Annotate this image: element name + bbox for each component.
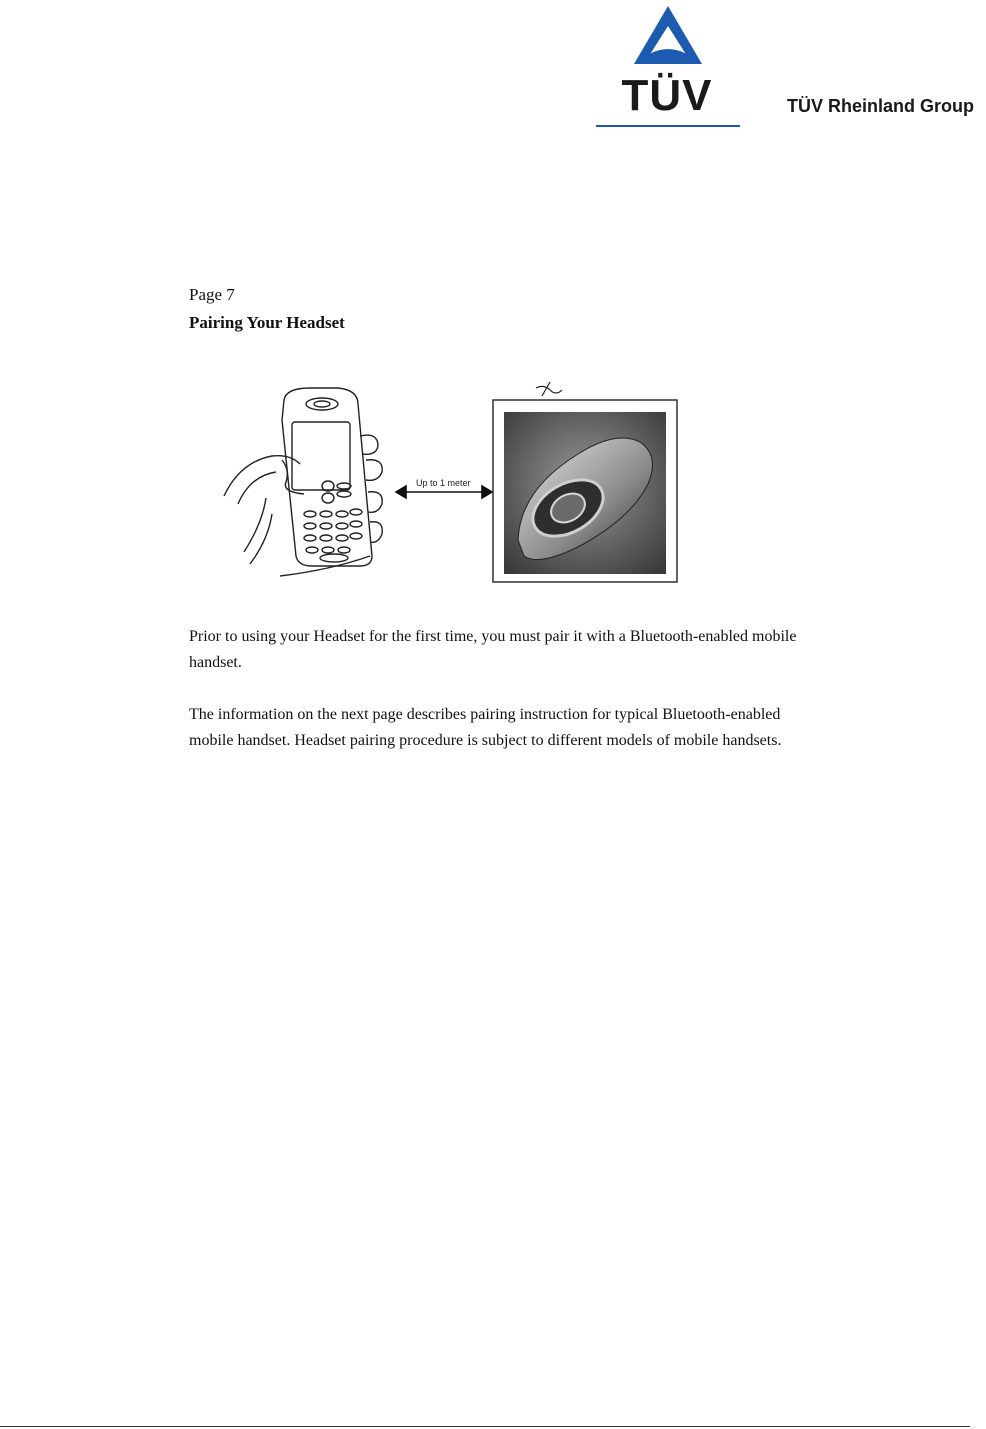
paragraph-instructions: The information on the next page describes pairing instruction for typical Bluetooth-enabled mobile handset. Headset pairing procedure is subject to different models of mobile handsets.	[189, 706, 782, 749]
distance-label: Up to 1 meter	[416, 478, 471, 488]
mobile-phone-in-hand-icon	[224, 388, 382, 576]
logo-underline	[596, 125, 740, 127]
tuv-triangle-logo-icon	[632, 4, 704, 68]
tuv-logo-text: TÜV	[621, 71, 713, 120]
page-number: Page 7	[189, 285, 235, 304]
group-name: TÜV Rheinland Group	[787, 96, 974, 116]
bluetooth-headset-photo-icon	[493, 382, 677, 582]
paragraph-intro: Prior to using your Headset for the first time, you must pair it with a Bluetooth-enabled mobile handset.	[189, 628, 797, 671]
footer-rule	[0, 1426, 970, 1427]
section-title: Pairing Your Headset	[189, 313, 345, 332]
